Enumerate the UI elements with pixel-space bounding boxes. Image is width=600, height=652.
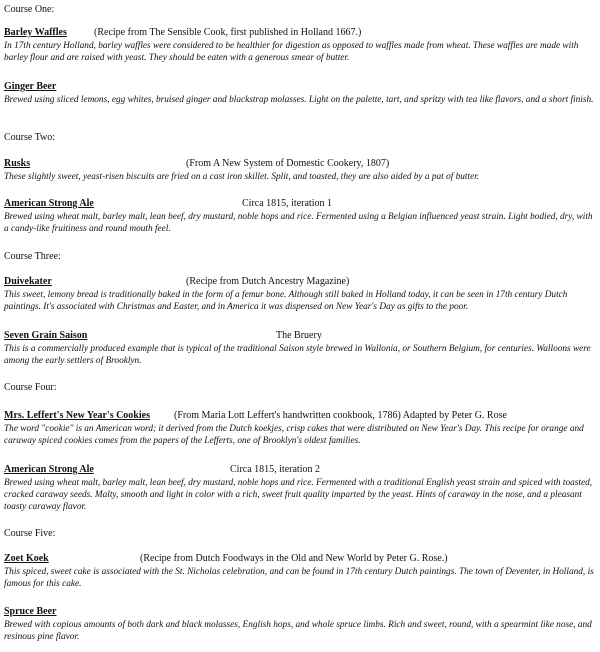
- item-description: These slightly sweet, yeast-risen biscuits are fried on a cast iron skillet. Split, and toasted, they are also aided by a pat of butter.: [4, 172, 480, 182]
- item-note: Circa 1815, iteration 1: [242, 198, 332, 209]
- item-note: (Recipe from Dutch Foodways in the Old and New World by Peter G. Rose.): [140, 553, 448, 564]
- item-note: Circa 1815, iteration 2: [230, 464, 320, 475]
- item-note: (From Maria Lott Leffert's handwritten cookbook, 1786) Adapted by Peter G. Rose: [174, 410, 507, 421]
- item-title: Duivekater: [4, 276, 52, 287]
- item-title: American Strong Ale: [4, 464, 94, 475]
- item-description: This spiced, sweet cake is associated with the St. Nicholas celebration, and can be found in 17th century Dutch paintings. The town of Deventer, in Holland, is famous for this cake.: [4, 567, 594, 589]
- item-note: (Recipe from Dutch Ancestry Magazine): [186, 276, 350, 287]
- item-note: (From A New System of Domestic Cookery, 1807): [186, 158, 390, 169]
- item-title: Ginger Beer: [4, 81, 57, 92]
- course-heading: Course One:: [4, 4, 55, 15]
- item-title: Seven Grain Saison: [4, 330, 88, 341]
- item-description: Brewed with copious amounts of both dark and black molasses, English hops, and whole spruce limbs. Rich and sweet, round, with a spearmint like nose, and resinous pine flavor.: [4, 620, 592, 642]
- item-note: (Recipe from The Sensible Cook, first published in Holland 1667.): [94, 27, 362, 38]
- item-title: Mrs. Leffert's New Year's Cookies: [4, 410, 150, 421]
- item-description: This is a commercially produced example that is typical of the traditional Saison style brewed in Wallonia, or Southern Belgium, for centuries. Walloons were among the early settlers of Brooklyn.: [4, 344, 591, 366]
- item-title: Barley Waffles: [4, 27, 67, 38]
- item-title: Zoet Koek: [4, 553, 49, 564]
- item-description: This sweet, lemony bread is traditionally baked in the form of a femur bone. Although still baked in Holland today, it can be seen in 17th century Dutch paintings. It's associated with Christmas and Easter, and in America it was dispensed on New Year's Day as gifts to the poor.: [4, 290, 568, 312]
- item-description: In 17th century Holland, barley waffles were considered to be healthier for digestion as opposed to waffles made from wheat. These waffles are made with barley flour and are raised with yeast. They should be eaten with a generous smear of butter.: [4, 41, 579, 63]
- course-heading: Course Two:: [4, 132, 56, 143]
- course-heading: Course Three:: [4, 251, 61, 262]
- item-title: Rusks: [4, 158, 31, 169]
- item-description: Brewed using sliced lemons, egg whites, bruised ginger and blackstrap molasses. Light on the palette, tart, and spritzy with tea like flavors, and a short finish.: [4, 95, 594, 105]
- item-note: The Bruery: [276, 330, 322, 341]
- item-title: Spruce Beer: [4, 606, 57, 617]
- item-title: American Strong Ale: [4, 198, 94, 209]
- item-description: The word "cookie" is an American word; it derived from the Dutch koekjes, crisp cakes that were distributed on New Year's Day. This recipe for orange and caraway spiced cookies comes from the papers of the Lefferts, one of Brooklyn's oldest families.: [4, 424, 584, 446]
- item-description: Brewed using wheat malt, barley malt, lean beef, dry mustard, noble hops and rice. Fermented with a traditional English yeast strain and spiced with toasted, cracked caraway seeds. Malty, smooth and light in color with a rich, sweet fruit quality imparted by the yeast. Hints of caraway in the nose, and a pleasant toasty caraway flavor.: [4, 478, 593, 512]
- item-description: Brewed using wheat malt, barley malt, lean beef, dry mustard, noble hops and rice. Fermented using a Belgian influenced yeast strain. Light bodied, dry, with a candy-like fruitiness and round mouth feel.: [4, 212, 593, 234]
- course-heading: Course Five:: [4, 528, 56, 539]
- course-heading: Course Four:: [4, 382, 57, 393]
